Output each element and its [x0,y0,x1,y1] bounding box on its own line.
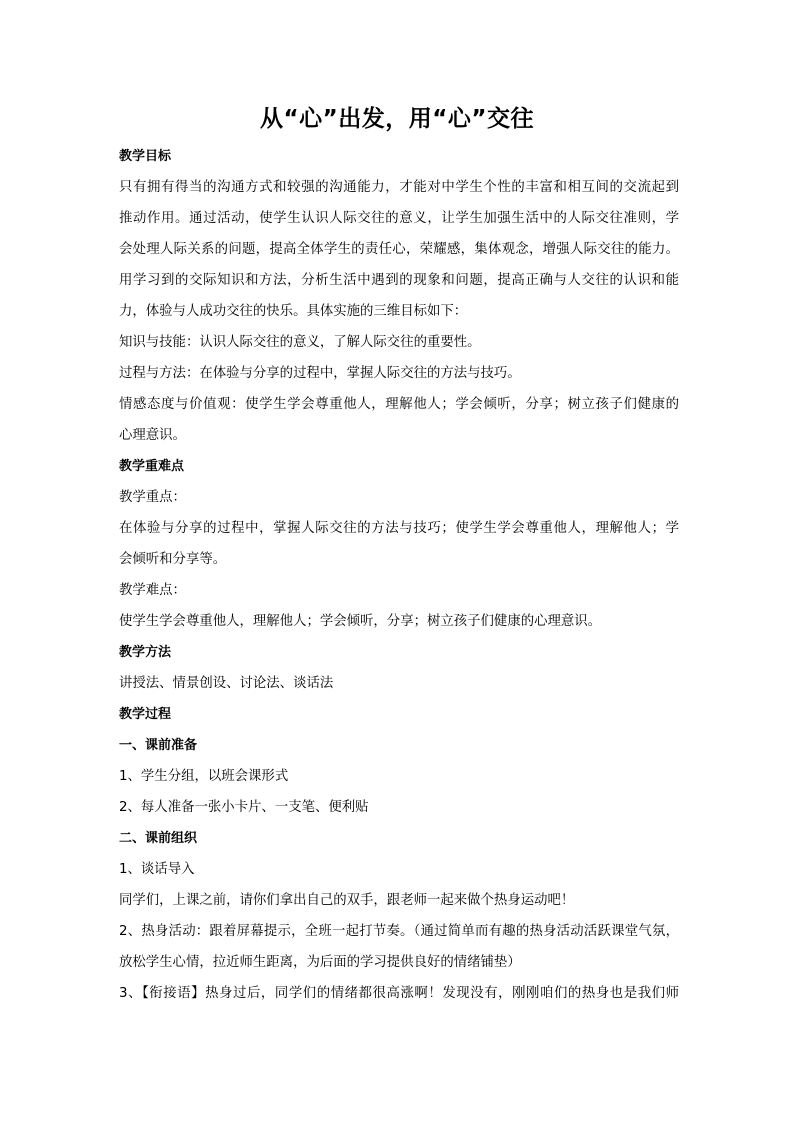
section-heading: 教学过程 [119,707,172,722]
section-heading: 教学目标 [119,149,172,164]
section-heading: 教学重难点 [119,459,185,474]
paragraph-line: 推动作用。通过活动，使学生认识人际交往的意义，让学生加强生活中的人际交往准则，学 [119,211,679,226]
paragraph-line: 只有拥有得当的沟通方式和较强的沟通能力，才能对中学生个性的丰富和相互间的交流起到 [119,180,679,195]
paragraph-line: 3、【衔接语】热身过后，同学们的情绪都很高涨啊！发现没有，刚刚咱们的热身也是我们师 [119,986,679,1001]
paragraph-line: 知识与技能：认识人际交往的意义，了解人际交往的重要性。 [119,335,481,350]
paragraph-line: 力，体验与人成功交往的快乐。具体实施的三维目标如下： [119,304,468,319]
section-heading: 二、课前组织 [119,831,198,846]
paragraph-line: 情感态度与价值观：使学生学会尊重他人，理解他人；学会倾听，分享；树立孩子们健康的 [119,397,679,412]
paragraph-line: 2、每人准备一张小卡片、一支笔、便利贴 [119,800,369,815]
paragraph-line: 过程与方法：在体验与分享的过程中，掌握人际交往的方法与技巧。 [119,366,521,381]
paragraph-line: 同学们，上课之前，请你们拿出自己的双手，跟老师一起来做个热身运动吧！ [119,893,575,908]
paragraph-line: 在体验与分享的过程中，掌握人际交往的方法与技巧；使学生学会尊重他人，理解他人；学 [119,521,679,536]
section-heading: 教学方法 [119,645,172,660]
paragraph-line: 1、学生分组，以班会课形式 [119,769,289,784]
paragraph-line: 讲授法、情景创设、讨论法、谈话法 [119,676,334,691]
paragraph-line: 放松学生心情，拉近师生距离，为后面的学习提供良好的情绪铺垫） [119,955,521,970]
document-body [119,141,679,1009]
paragraph-line: 会处理人际关系的问题，提高全体学生的责任心，荣耀感，集体观念，增强人际交往的能力。 [119,242,679,257]
paragraph-line: 1、谈话导入 [119,862,195,877]
paragraph-line: 心理意识。 [119,428,186,443]
paragraph-line: 用学习到的交际知识和方法，分析生活中遇到的现象和问题，提高正确与人交往的认识和能 [119,273,679,288]
section-heading: 一、课前准备 [119,738,198,753]
paragraph-line: 2、热身活动：跟着屏幕提示，全班一起打节奏。（通过简单而有趣的热身活动活跃课堂气氛， [119,924,679,939]
paragraph-line: 教学重点： [119,490,186,505]
paragraph-line: 使学生学会尊重他人，理解他人；学会倾听，分享；树立孩子们健康的心理意识。 [119,614,602,629]
paragraph-line: 教学难点： [119,583,186,598]
document-title: 从“心”出发，用“心”交往 [260,106,534,132]
paragraph-line: 会倾听和分享等。 [119,552,227,567]
